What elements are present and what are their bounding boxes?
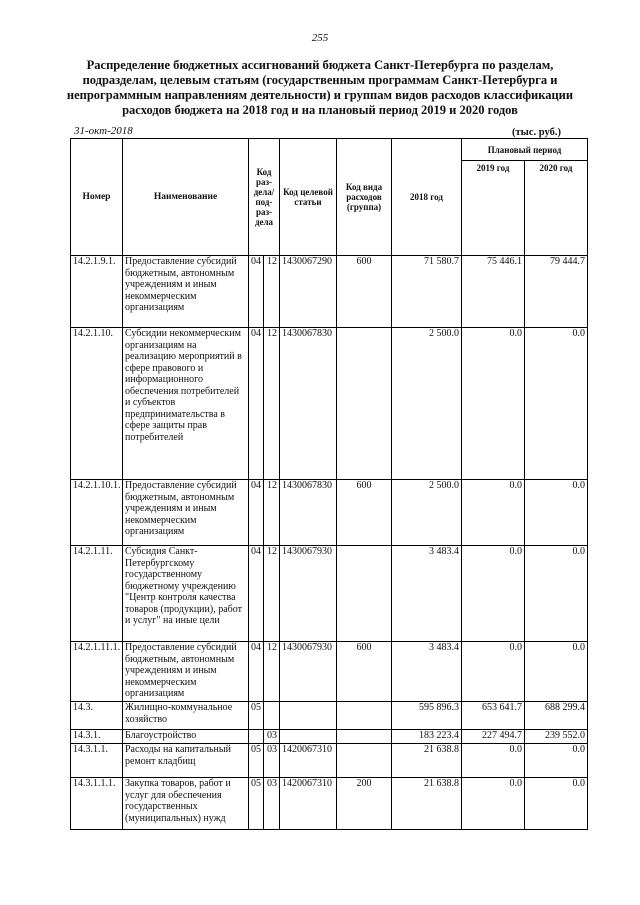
row-number: 14.3.: [71, 702, 123, 730]
row-section-code: 04: [249, 642, 264, 702]
row-target-code: 1430067830: [280, 480, 337, 546]
row-target-code: 1430067290: [280, 256, 337, 328]
row-section-code: [249, 730, 264, 744]
table-row: [71, 744, 588, 778]
row-value-2019: 0.0: [462, 328, 525, 480]
row-value-2018: 183 223.4: [392, 730, 462, 744]
row-target-code: 1430067830: [280, 328, 337, 480]
table-row: [71, 642, 588, 702]
row-section-code: 04: [249, 480, 264, 546]
table-row: [71, 546, 588, 642]
row-section-code: 04: [249, 328, 264, 480]
row-number: 14.2.1.10.1.: [71, 480, 123, 546]
row-kind-code: [337, 744, 392, 778]
row-value-2019: 0.0: [462, 778, 525, 830]
row-value-2019: 227 494.7: [462, 730, 525, 744]
row-kind-code: 600: [337, 642, 392, 702]
row-subsection-code: [264, 702, 280, 730]
row-number: 14.3.1.1.1.: [71, 778, 123, 830]
row-subsection-code: 12: [264, 256, 280, 328]
row-kind-code: 600: [337, 480, 392, 546]
row-name: Предоставление субсидий бюджетным, автономным учреждениям и иным некоммерческим организациям: [123, 256, 249, 328]
row-section-code: 04: [249, 256, 264, 328]
row-kind-code: 600: [337, 256, 392, 328]
row-name: Расходы на капитальный ремонт кладбищ: [123, 744, 249, 778]
table-row: [71, 778, 588, 830]
header-planned-period: Плановый период: [462, 139, 588, 161]
table-row: [71, 480, 588, 546]
document-date: 31-окт-2018: [74, 125, 133, 137]
row-value-2019: 75 446.1: [462, 256, 525, 328]
row-subsection-code: 12: [264, 480, 280, 546]
page-number: 255: [311, 32, 329, 44]
row-kind-code: [337, 328, 392, 480]
row-subsection-code: 12: [264, 642, 280, 702]
row-section-code: 04: [249, 546, 264, 642]
row-value-2019: 0.0: [462, 546, 525, 642]
header-number: Номер: [71, 139, 123, 256]
row-value-2020: 688 299.4: [525, 702, 588, 730]
row-subsection-code: 12: [264, 546, 280, 642]
row-name: Субсидия Санкт-Петербургскому государственному бюджетному учреждению "Центр контроля качества товаров (продукции), работ и услуг" на иные цели: [123, 546, 249, 642]
row-number: 14.3.1.: [71, 730, 123, 744]
header-2020: 2020 год: [525, 161, 588, 256]
row-number: 14.2.1.10.: [71, 328, 123, 480]
row-kind-code: [337, 730, 392, 744]
row-target-code: [280, 702, 337, 730]
row-target-code: 1420067310: [280, 744, 337, 778]
row-value-2020: 0.0: [525, 480, 588, 546]
row-value-2020: 0.0: [525, 546, 588, 642]
row-value-2018: 2 500.0: [392, 480, 462, 546]
row-value-2018: 21 638.8: [392, 778, 462, 830]
row-value-2019: 0.0: [462, 480, 525, 546]
table-row: [71, 328, 588, 480]
table-row: [71, 702, 588, 730]
row-name: Благоустройство: [123, 730, 249, 744]
row-target-code: 1430067930: [280, 546, 337, 642]
row-name: Жилищно-коммунальное хозяйство: [123, 702, 249, 730]
header-name: Наименование: [123, 139, 249, 256]
header-2018: 2018 год: [392, 139, 462, 256]
row-number: 14.2.1.11.1.: [71, 642, 123, 702]
row-section-code: 05: [249, 702, 264, 730]
row-target-code: 1420067310: [280, 778, 337, 830]
header-section-code: Код раз- дела/ под- раз- дела: [249, 139, 280, 256]
row-value-2019: 0.0: [462, 744, 525, 778]
header-target-code: Код целевой статьи: [280, 139, 337, 256]
row-value-2020: 0.0: [525, 778, 588, 830]
row-subsection-code: 03: [264, 744, 280, 778]
document-title: Распределение бюджетных ассигнований бюджета Санкт-Петербурга по разделам, подразделам, целевым статьям (государственным программам Санкт-Петербурга и непрограммным направлениям деятельности) и группам видов расходов классификации расходов бюджета на 2018 год и на плановый период 2019 и 2020 годов: [66, 58, 574, 117]
row-number: 14.3.1.1.: [71, 744, 123, 778]
row-value-2018: 71 580.7: [392, 256, 462, 328]
row-value-2020: 79 444.7: [525, 256, 588, 328]
row-kind-code: [337, 546, 392, 642]
table-row: [71, 256, 588, 328]
row-value-2018: 3 483.4: [392, 642, 462, 702]
row-subsection-code: 03: [264, 730, 280, 744]
row-value-2018: 21 638.8: [392, 744, 462, 778]
table-row: [71, 730, 588, 744]
row-subsection-code: 12: [264, 328, 280, 480]
row-kind-code: 200: [337, 778, 392, 830]
row-name: Предоставление субсидий бюджетным, автономным учреждениям и иным некоммерческим организациям: [123, 642, 249, 702]
row-value-2020: 0.0: [525, 642, 588, 702]
budget-table: [70, 138, 588, 830]
row-value-2019: 653 641.7: [462, 702, 525, 730]
row-name: Закупка товаров, работ и услуг для обеспечения государственных (муниципальных) нужд: [123, 778, 249, 830]
row-subsection-code: 03: [264, 778, 280, 830]
row-value-2020: 0.0: [525, 744, 588, 778]
row-value-2018: 2 500.0: [392, 328, 462, 480]
row-section-code: 05: [249, 744, 264, 778]
row-kind-code: [337, 702, 392, 730]
header-kind-code: Код вида расходов (группа): [337, 139, 392, 256]
row-value-2019: 0.0: [462, 642, 525, 702]
row-value-2018: 3 483.4: [392, 546, 462, 642]
header-2019: 2019 год: [462, 161, 525, 256]
row-name: Субсидии некоммерческим организациям на реализацию мероприятий в сфере правового и информационного обеспечения потребителей и субъектов предпринимательства в сфере защиты прав потребителей: [123, 328, 249, 480]
row-target-code: 1430067930: [280, 642, 337, 702]
row-target-code: [280, 730, 337, 744]
row-value-2020: 0.0: [525, 328, 588, 480]
row-name: Предоставление субсидий бюджетным, автономным учреждениям и иным некоммерческим организациям: [123, 480, 249, 546]
row-number: 14.2.1.9.1.: [71, 256, 123, 328]
row-number: 14.2.1.11.: [71, 546, 123, 642]
units-label: (тыс. руб.): [512, 127, 561, 138]
row-section-code: 05: [249, 778, 264, 830]
row-value-2018: 595 896.3: [392, 702, 462, 730]
row-value-2020: 239 552.0: [525, 730, 588, 744]
